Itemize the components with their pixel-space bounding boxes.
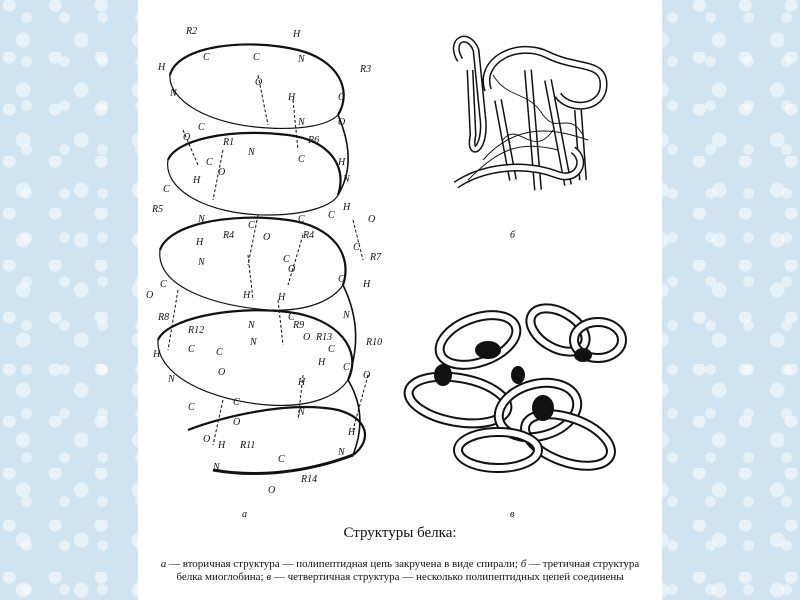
svg-text:C: C <box>198 122 205 133</box>
svg-text:H: H <box>288 92 296 103</box>
svg-text:O: O <box>368 214 376 225</box>
panel-label-b: б <box>510 230 516 241</box>
svg-text:C: C <box>203 52 210 63</box>
svg-text:N: N <box>298 117 305 128</box>
svg-text:C: C <box>206 157 213 168</box>
label-r8: R8 <box>158 312 170 323</box>
svg-text:N: N <box>343 174 350 185</box>
caption-key-v: в <box>266 571 272 583</box>
svg-text:C: C <box>338 274 345 285</box>
label-r9: R9 <box>293 320 305 331</box>
caption-text-b: — третичная структура белка миоглобина; <box>176 558 640 583</box>
svg-text:O: O <box>303 332 311 343</box>
svg-text:N: N <box>198 214 205 225</box>
svg-text:H: H <box>158 62 166 73</box>
caption-text-a: — вторичная структура — полипептидная цепь закручена в виде спирали; <box>166 558 521 570</box>
label-r5: R5 <box>152 204 164 215</box>
svg-text:C: C <box>253 52 260 63</box>
svg-text:O: O <box>338 117 346 128</box>
svg-text:O: O <box>268 485 276 496</box>
svg-text:O: O <box>183 132 191 143</box>
label-r4: R4 <box>223 230 235 241</box>
protein-structures-figure <box>138 0 662 520</box>
svg-text:O: O <box>218 167 226 178</box>
svg-text:C: C <box>163 184 170 195</box>
svg-text:H: H <box>153 349 161 360</box>
figure-sheet <box>138 0 662 600</box>
svg-text:C: C <box>160 279 167 290</box>
svg-text:H: H <box>363 279 371 290</box>
svg-text:H: H <box>348 427 356 438</box>
svg-text:H: H <box>293 29 301 40</box>
svg-text:H: H <box>298 377 306 388</box>
svg-text:N: N <box>298 54 305 65</box>
label-r2: R2 <box>186 26 198 37</box>
label-r3: R3 <box>360 64 372 75</box>
svg-text:H: H <box>243 290 251 301</box>
svg-text:H: H <box>218 440 226 451</box>
svg-text:N: N <box>338 447 345 458</box>
svg-text:C: C <box>248 220 255 231</box>
label-r12: R12 <box>188 325 205 336</box>
panel-label-v: в <box>510 509 515 520</box>
svg-text:N: N <box>213 462 220 473</box>
svg-text:N: N <box>343 310 350 321</box>
tertiary-structure-diagram <box>456 39 604 190</box>
svg-text:H: H <box>193 175 201 186</box>
label-r4b: R4 <box>303 230 315 241</box>
svg-text:C: C <box>353 242 360 253</box>
svg-text:C: C <box>328 344 335 355</box>
svg-text:C: C <box>278 454 285 465</box>
svg-text:N: N <box>170 88 177 99</box>
caption-key-b: б <box>520 558 527 570</box>
svg-text:C: C <box>328 210 335 221</box>
figure-caption <box>150 558 650 584</box>
svg-text:C: C <box>188 344 195 355</box>
svg-text:O: O <box>146 290 154 301</box>
svg-text:H: H <box>343 202 351 213</box>
svg-text:C: C <box>298 154 305 165</box>
svg-text:H: H <box>278 292 286 303</box>
svg-text:N: N <box>248 320 255 331</box>
svg-text:O: O <box>203 434 211 445</box>
helix-r-labels <box>151 26 382 485</box>
svg-text:C: C <box>216 347 223 358</box>
svg-text:N: N <box>168 374 175 385</box>
svg-text:O: O <box>218 367 226 378</box>
label-r11: R11 <box>240 440 256 451</box>
svg-text:C: C <box>233 397 240 408</box>
label-r14: R14 <box>301 474 318 485</box>
label-r10: R10 <box>366 337 383 348</box>
caption-key-a: а <box>160 558 167 570</box>
svg-text:C: C <box>188 402 195 413</box>
svg-text:O: O <box>363 370 371 381</box>
svg-text:O: O <box>255 77 263 88</box>
panel-label-a: а <box>242 509 247 520</box>
caption-text-v: — четвертичная структура — несколько полипептидных цепей соединены <box>271 571 624 583</box>
svg-text:O: O <box>288 264 296 275</box>
svg-text:N: N <box>248 147 255 158</box>
svg-text:C: C <box>298 214 305 225</box>
svg-text:N: N <box>198 257 205 268</box>
label-r1: R1 <box>223 137 235 148</box>
svg-text:H: H <box>338 157 346 168</box>
svg-text:C: C <box>288 312 295 323</box>
svg-text:O: O <box>263 232 271 243</box>
svg-text:H: H <box>196 237 204 248</box>
label-r6: R6 <box>308 135 320 146</box>
quaternary-structure-diagram <box>405 299 622 476</box>
svg-text:C: C <box>343 362 350 373</box>
svg-text:O: O <box>233 417 241 428</box>
label-r7: R7 <box>370 252 382 263</box>
svg-text:N: N <box>250 337 257 348</box>
svg-text:N: N <box>298 407 305 418</box>
svg-text:C: C <box>338 92 345 103</box>
label-r13: R13 <box>316 332 333 343</box>
svg-text:C: C <box>283 254 290 265</box>
svg-text:H: H <box>318 357 326 368</box>
figure-title: Структуры белка: <box>343 525 457 541</box>
